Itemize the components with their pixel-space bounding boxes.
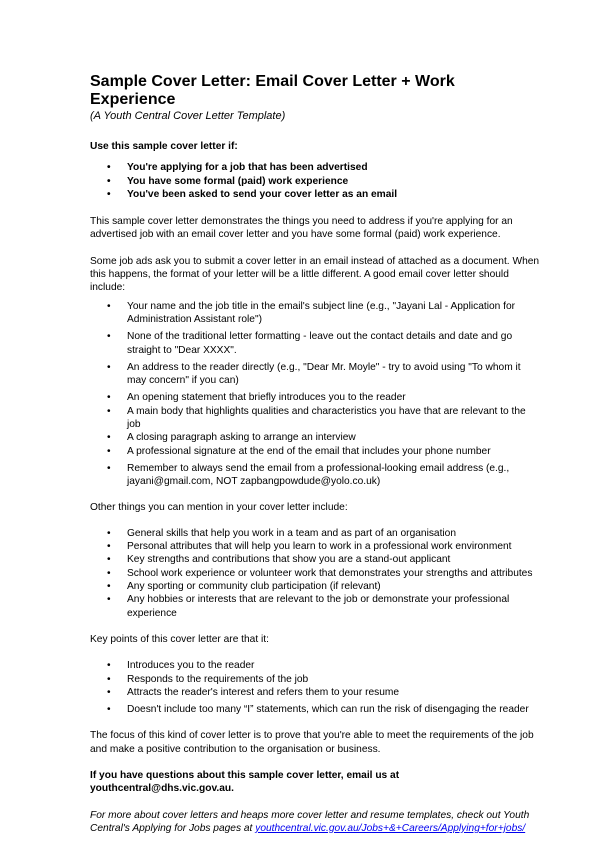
use-if-list <box>90 161 540 201</box>
bullet-icon: • <box>107 660 111 672</box>
list-item: • Key strengths and contributions that show you are a stand-out applicant <box>107 554 451 566</box>
focus-paragraph: The focus of this kind of cover letter is to prove that you're able to meet the requirements of the job and make a positive contribution to the organisation or business. <box>90 730 534 755</box>
key-points-heading: Key points of this cover letter are that it: <box>90 633 269 645</box>
page-subtitle: (A Youth Central Cover Letter Template) <box>90 110 286 122</box>
bullet-icon: • <box>107 704 111 716</box>
list-item: • Introduces you to the reader <box>107 660 255 672</box>
list-item: • Personal attributes that will help you learn to work in a professional work environment <box>107 541 512 553</box>
list-item: • Responds to the requirements of the job <box>107 673 309 685</box>
list-item: • You're applying for a job that has been advertised <box>107 162 368 174</box>
intro-paragraph: This sample cover letter demonstrates the things you need to address if you're applying for an advertised job with an email cover letter and you have some formal (paid) work experience. <box>90 216 513 241</box>
bullet-icon: • <box>107 541 111 553</box>
list-item: • An opening statement that briefly introduces you to the reader <box>107 392 406 404</box>
bullet-icon: • <box>107 392 111 404</box>
bullet-icon: • <box>107 527 111 539</box>
email-paragraph: Some job ads ask you to submit a cover letter in an email instead of attached as a document. When this happens, the format of your letter will be a little different. A good email cover letter should include: <box>90 255 540 294</box>
list-item: • Any sporting or community club participation (if relevant) <box>107 581 381 593</box>
bullet-icon: • <box>107 188 111 200</box>
bullet-icon: • <box>107 432 111 444</box>
bullet-icon: • <box>107 405 111 417</box>
bullet-icon: • <box>107 567 111 579</box>
key-points-list <box>90 659 540 716</box>
list-item: • Any hobbies or interests that are relevant to the job or demonstrate your professional experience <box>107 594 510 619</box>
other-items-list <box>90 527 540 620</box>
questions-paragraph: If you have questions about this sample cover letter, email us at youthcentral@dhs.vic.gov.au. <box>90 769 400 795</box>
list-item: • Attracts the reader's interest and refers them to your resume <box>107 686 400 698</box>
list-item: • Remember to always send the email from a professional-looking email address (e.g., jayani@gmail.com, NOT zapbangpowdude@yolo.co.uk) <box>107 462 510 488</box>
bullet-icon: • <box>107 300 111 312</box>
use-if-heading: Use this sample cover letter if: <box>90 141 238 152</box>
bullet-icon: • <box>107 581 111 593</box>
bullet-icon: • <box>107 462 111 474</box>
page-title: Sample Cover Letter: Email Cover Letter + Work Experience <box>90 73 455 108</box>
list-item: • None of the traditional letter formatting - leave out the contact details and date and go straight to "Dear XXXX". <box>107 331 513 356</box>
more-info-text: For more about cover letters and heaps more cover letter and resume templates, check out Youth Central's Applying for Jobs pages at <box>90 809 530 834</box>
list-item: • You've been asked to send your cover letter as an email <box>107 188 398 200</box>
bullet-icon: • <box>107 686 111 698</box>
list-item: • A professional signature at the end of the email that includes your phone number <box>107 445 491 457</box>
other-heading: Other things you can mention in your cover letter include: <box>90 501 348 513</box>
bullet-icon: • <box>107 361 111 373</box>
bullet-icon: • <box>107 445 111 457</box>
bullet-icon: • <box>107 162 111 174</box>
list-item: • An address to the reader directly (e.g., "Dear Mr. Moyle" - try to avoid using "To whom it may concern" if you can) <box>107 361 521 387</box>
list-item: • General skills that help you work in a team and as part of an organisation <box>107 527 457 539</box>
list-item: • You have some formal (paid) work experience <box>107 175 349 187</box>
list-item: • A closing paragraph asking to arrange an interview <box>107 432 356 444</box>
bullet-icon: • <box>107 594 111 606</box>
list-item: • Your name and the job title in the email's subject line (e.g., "Jayani Lal - Application for Administration Assistant role") <box>107 300 516 325</box>
bullet-icon: • <box>107 175 111 187</box>
bullet-icon: • <box>107 554 111 566</box>
more-info-paragraph <box>90 809 540 836</box>
list-item: • Doesn't include too many “I” statements, which can run the risk of disengaging the reader <box>107 704 529 716</box>
list-item: • A main body that highlights qualities and characteristics you have that are relevant to the job <box>107 405 526 431</box>
bullet-icon: • <box>107 673 111 685</box>
email-items-list <box>90 300 540 489</box>
applying-for-jobs-link[interactable]: youthcentral.vic.gov.au/Jobs+&+Careers/Applying+for+jobs/ <box>255 822 526 834</box>
bullet-icon: • <box>107 331 111 343</box>
list-item: • School work experience or volunteer work that demonstrates your strengths and attributes <box>107 567 533 579</box>
